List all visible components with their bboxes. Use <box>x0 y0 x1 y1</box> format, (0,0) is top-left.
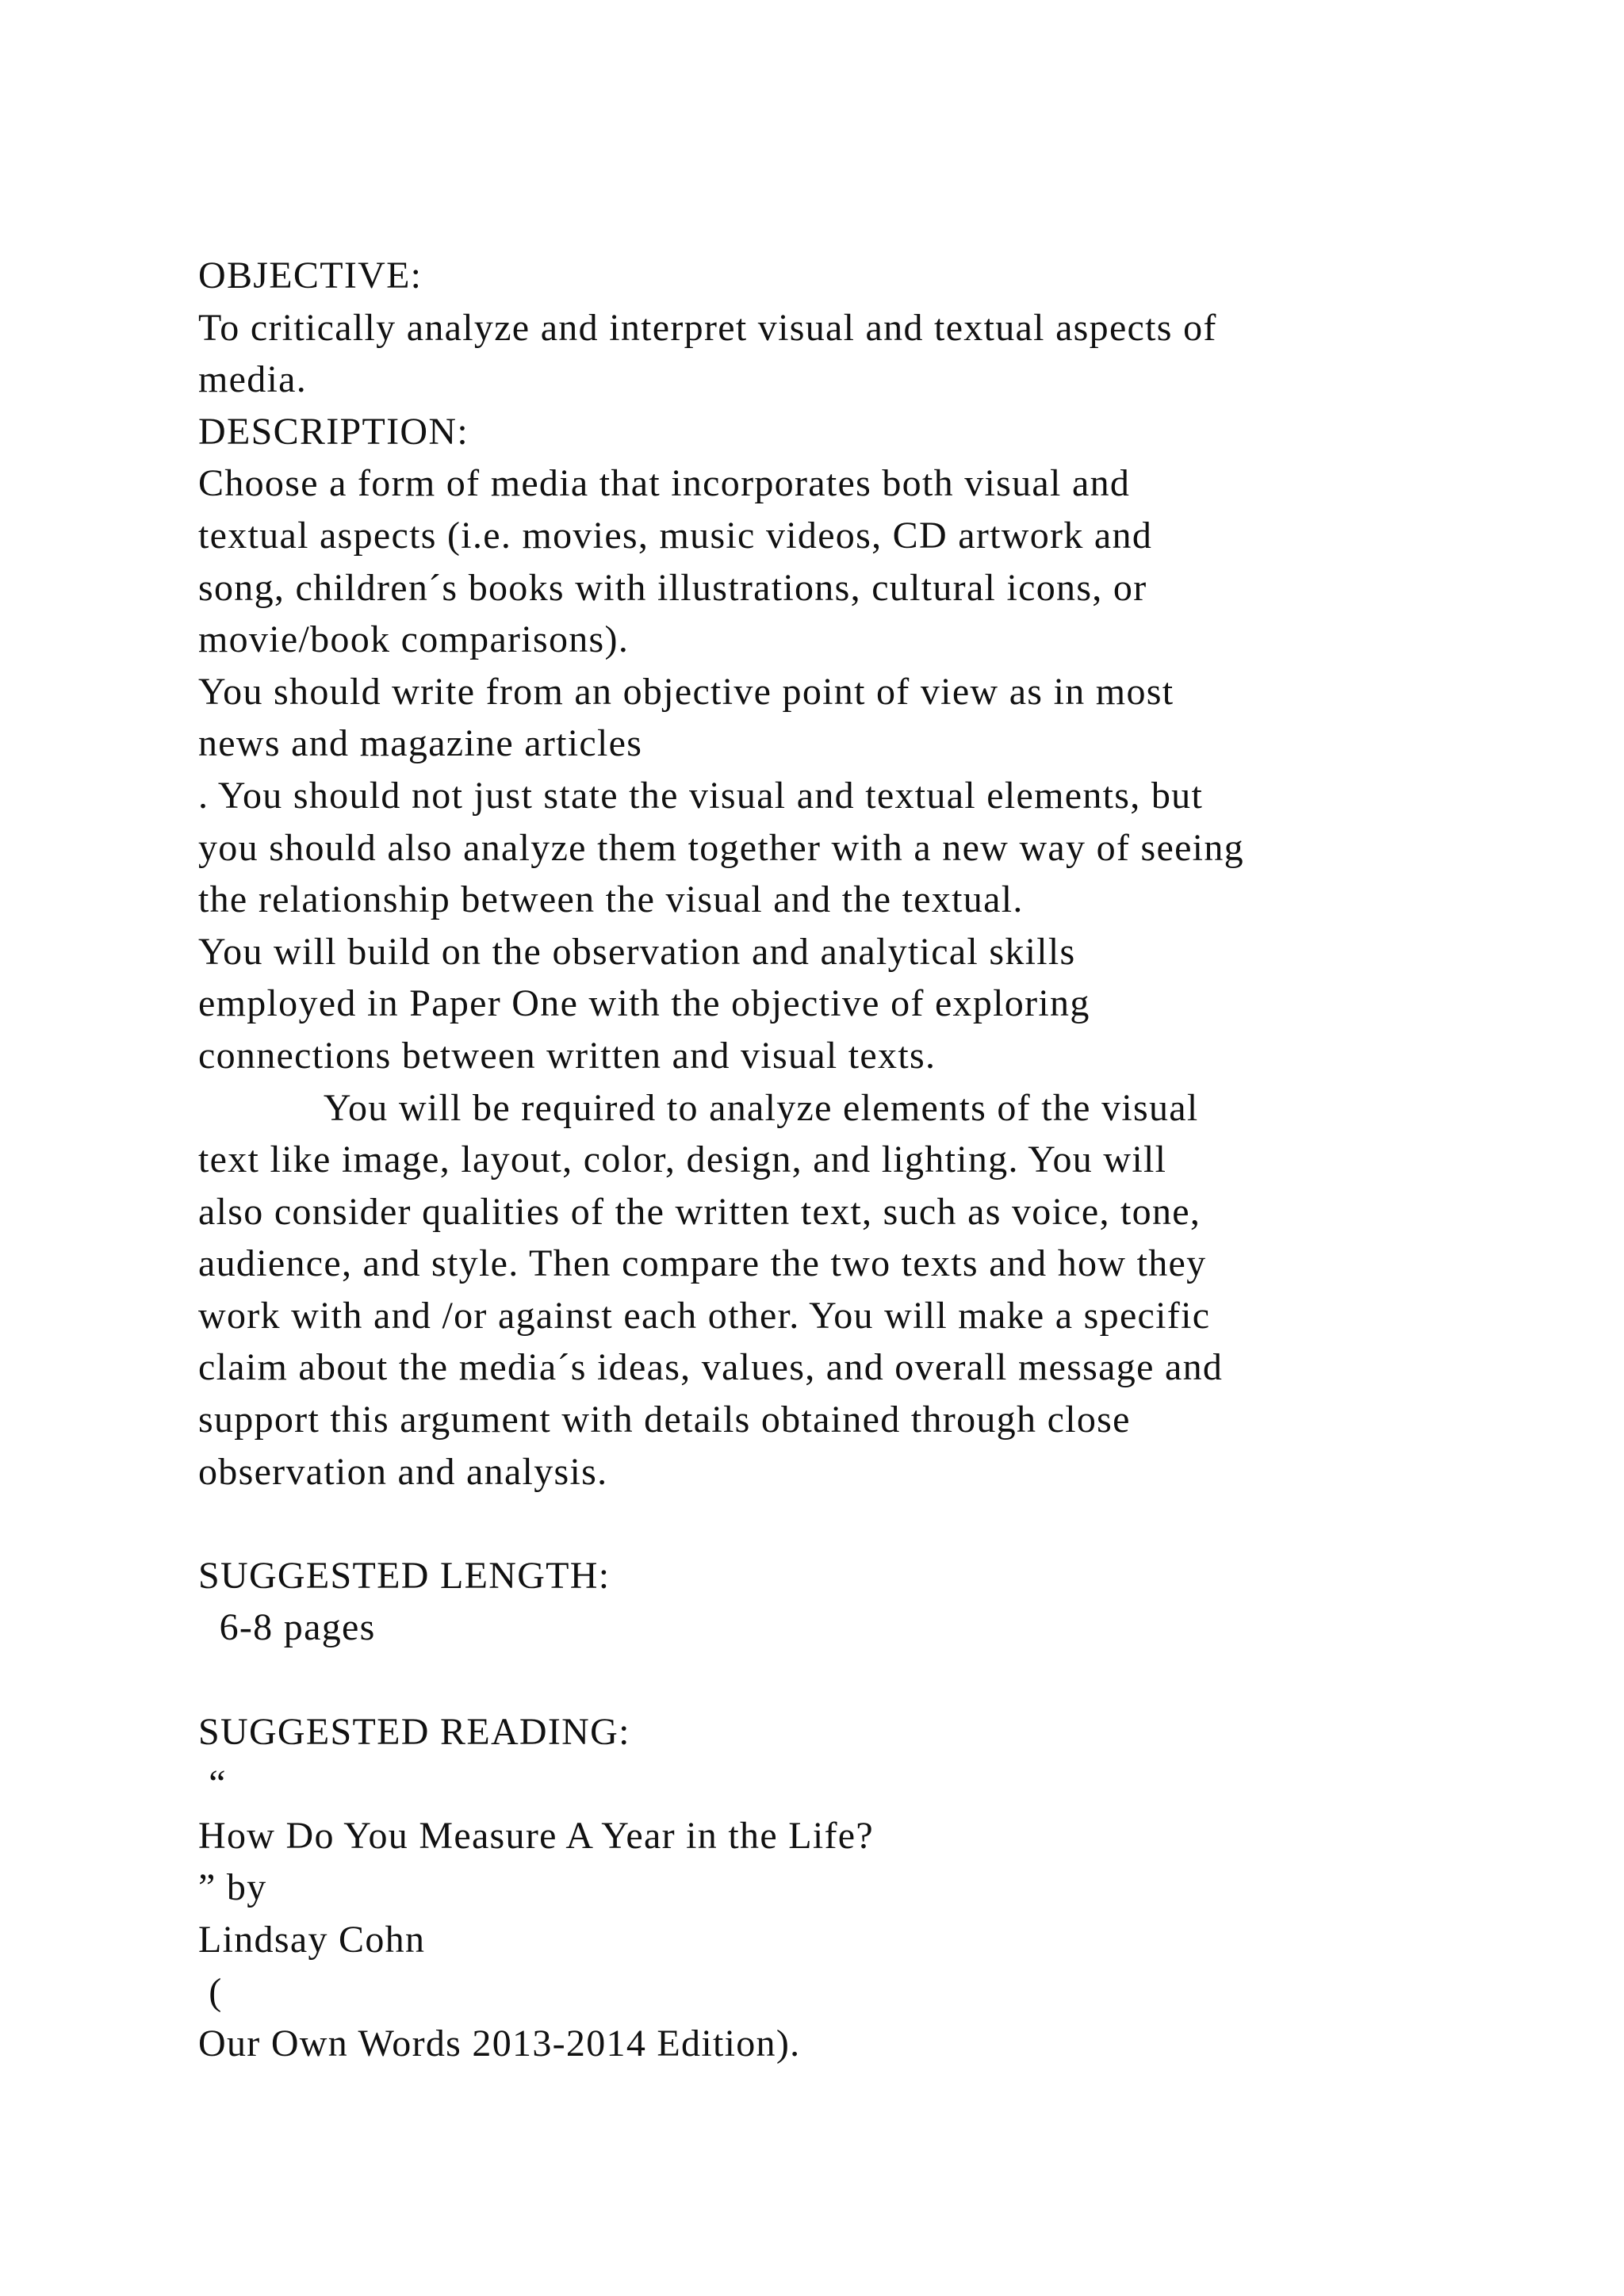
text-line: work with and /or against each other. You will make a specific <box>198 1294 1211 1337</box>
text-line: Choose a form of media that incorporates both visual and <box>198 462 1131 505</box>
heading-suggested-length: SUGGESTED LENGTH: <box>198 1554 611 1597</box>
heading-suggested-reading: SUGGESTED READING: <box>198 1710 630 1753</box>
text-line: ” by <box>198 1866 267 1909</box>
text-line: news and magazine articles <box>198 722 643 765</box>
text-line: also consider qualities of the written text, such as voice, tone, <box>198 1190 1201 1233</box>
reading-author: Lindsay Cohn <box>198 1919 426 1961</box>
text-line: text like image, layout, color, design, and lighting. You will <box>198 1138 1167 1181</box>
text-line: observation and analysis. <box>198 1450 608 1493</box>
text-line: connections between written and visual texts. <box>198 1034 936 1077</box>
blank-line <box>198 1498 1530 1550</box>
text-line: media. <box>198 358 308 401</box>
text-line: textual aspects (i.e. movies, music videos, CD artwork and <box>198 514 1153 557</box>
text-line: “ <box>198 1762 227 1805</box>
text-line: audience, and style. Then compare the two texts and how they <box>198 1242 1207 1285</box>
text-line: To critically analyze and interpret visual and textual aspects of <box>198 306 1217 349</box>
text-line: You will be required to analyze elements of the visual <box>198 1086 1199 1129</box>
text-line: employed in Paper One with the objective of exploring <box>198 982 1090 1025</box>
text-line: support this argument with details obtained through close <box>198 1399 1131 1441</box>
reading-title: How Do You Measure A Year in the Life? <box>198 1814 874 1857</box>
blank-line <box>198 1654 1530 1706</box>
text-line: . You should not just state the visual and textual elements, but <box>198 774 1204 817</box>
text-line: you should also analyze them together with a new way of seeing <box>198 826 1244 869</box>
text-line: movie/book comparisons). <box>198 618 630 661</box>
text-line: the relationship between the visual and the textual. <box>198 878 1024 921</box>
text-line: song, children´s books with illustrations, cultural icons, or <box>198 566 1147 609</box>
heading-description: DESCRIPTION: <box>198 410 469 453</box>
text-line: ( <box>198 1970 223 2013</box>
text-line: claim about the media´s ideas, values, and overall message and <box>198 1346 1224 1389</box>
heading-objective: OBJECTIVE: <box>198 254 423 297</box>
text-line: 6-8 pages <box>198 1606 376 1649</box>
text-line: You will build on the observation and analytical skills <box>198 930 1076 973</box>
reading-source: Our Own Words 2013-2014 Edition). <box>198 2022 801 2065</box>
document-text <box>198 250 1530 2070</box>
text-line: You should write from an objective point of view as in most <box>198 670 1174 713</box>
